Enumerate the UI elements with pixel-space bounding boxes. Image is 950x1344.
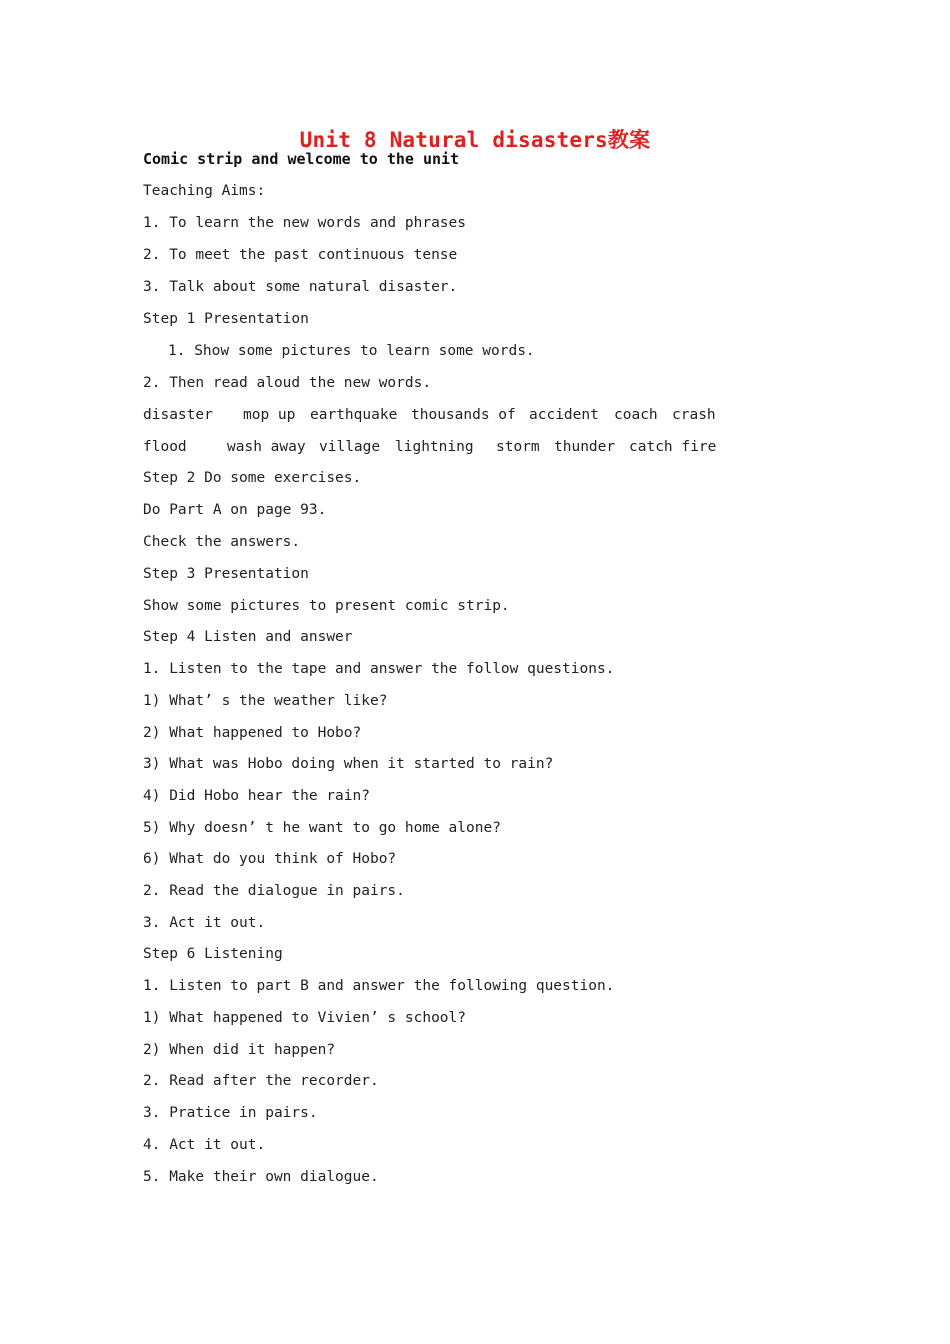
section-subtitle: Comic strip and welcome to the unit xyxy=(143,150,460,168)
step-heading: Step 6 Listening xyxy=(143,946,283,962)
vocabulary-word: crash xyxy=(672,407,716,423)
question-item: 1) What’ s the weather like? xyxy=(143,693,388,709)
document-title: Unit 8 Natural disasters教案 xyxy=(299,128,651,152)
step-item: 1. Listen to part B and answer the following question. xyxy=(143,978,615,994)
question-item: 1) What happened to Vivien’ s school? xyxy=(143,1010,467,1026)
step-heading: Step 1 Presentation xyxy=(143,311,309,327)
step-item: 3. Pratice in pairs. xyxy=(143,1105,318,1121)
vocabulary-word: village xyxy=(319,439,381,455)
vocabulary-word: flood xyxy=(143,439,187,455)
vocabulary-row xyxy=(143,439,716,455)
step-item: Show some pictures to present comic strip. xyxy=(143,598,510,614)
vocabulary-word: thunder xyxy=(554,439,616,455)
question-item: 2) When did it happen? xyxy=(143,1042,336,1058)
step-item: Check the answers. xyxy=(143,534,301,550)
vocabulary-word: mop up xyxy=(243,407,296,423)
step-item: 1. Listen to the tape and answer the follow questions. xyxy=(143,661,615,677)
question-item: 5) Why doesn’ t he want to go home alone? xyxy=(143,820,501,836)
vocabulary-word: disaster xyxy=(143,407,213,423)
vocabulary-word: wash away xyxy=(227,439,306,455)
step-item: 3. Act it out. xyxy=(143,915,266,931)
step-item: 4. Act it out. xyxy=(143,1137,266,1153)
vocabulary-row xyxy=(143,407,716,423)
step-item: 2. Read after the recorder. xyxy=(143,1073,379,1089)
step-item: 2. Read the dialogue in pairs. xyxy=(143,883,405,899)
step-heading: Step 2 Do some exercises. xyxy=(143,470,362,486)
vocabulary-word: lightning xyxy=(395,439,474,455)
question-item: 2) What happened to Hobo? xyxy=(143,725,362,741)
step-item: 1. Show some pictures to learn some words. xyxy=(168,343,535,359)
vocabulary-word: accident xyxy=(529,407,599,423)
step-heading: Step 3 Presentation xyxy=(143,566,309,582)
step-heading: Step 4 Listen and answer xyxy=(143,629,353,645)
vocabulary-word: storm xyxy=(496,439,540,455)
vocabulary-word: coach xyxy=(614,407,658,423)
question-item: 3) What was Hobo doing when it started to rain? xyxy=(143,756,554,772)
step-item: Do Part A on page 93. xyxy=(143,502,327,518)
question-item: 4) Did Hobo hear the rain? xyxy=(143,788,370,804)
aim-item: 3. Talk about some natural disaster. xyxy=(143,279,458,295)
vocabulary-word: catch fire xyxy=(629,439,717,455)
step-item: 2. Then read aloud the new words. xyxy=(143,375,432,391)
teaching-aims-heading: Teaching Aims: xyxy=(143,183,266,199)
vocabulary-word: thousands of xyxy=(411,407,516,423)
question-item: 6) What do you think of Hobo? xyxy=(143,851,397,867)
vocabulary-word: earthquake xyxy=(310,407,398,423)
aim-item: 1. To learn the new words and phrases xyxy=(143,215,467,231)
aim-item: 2. To meet the past continuous tense xyxy=(143,247,458,263)
step-item: 5. Make their own dialogue. xyxy=(143,1169,379,1185)
